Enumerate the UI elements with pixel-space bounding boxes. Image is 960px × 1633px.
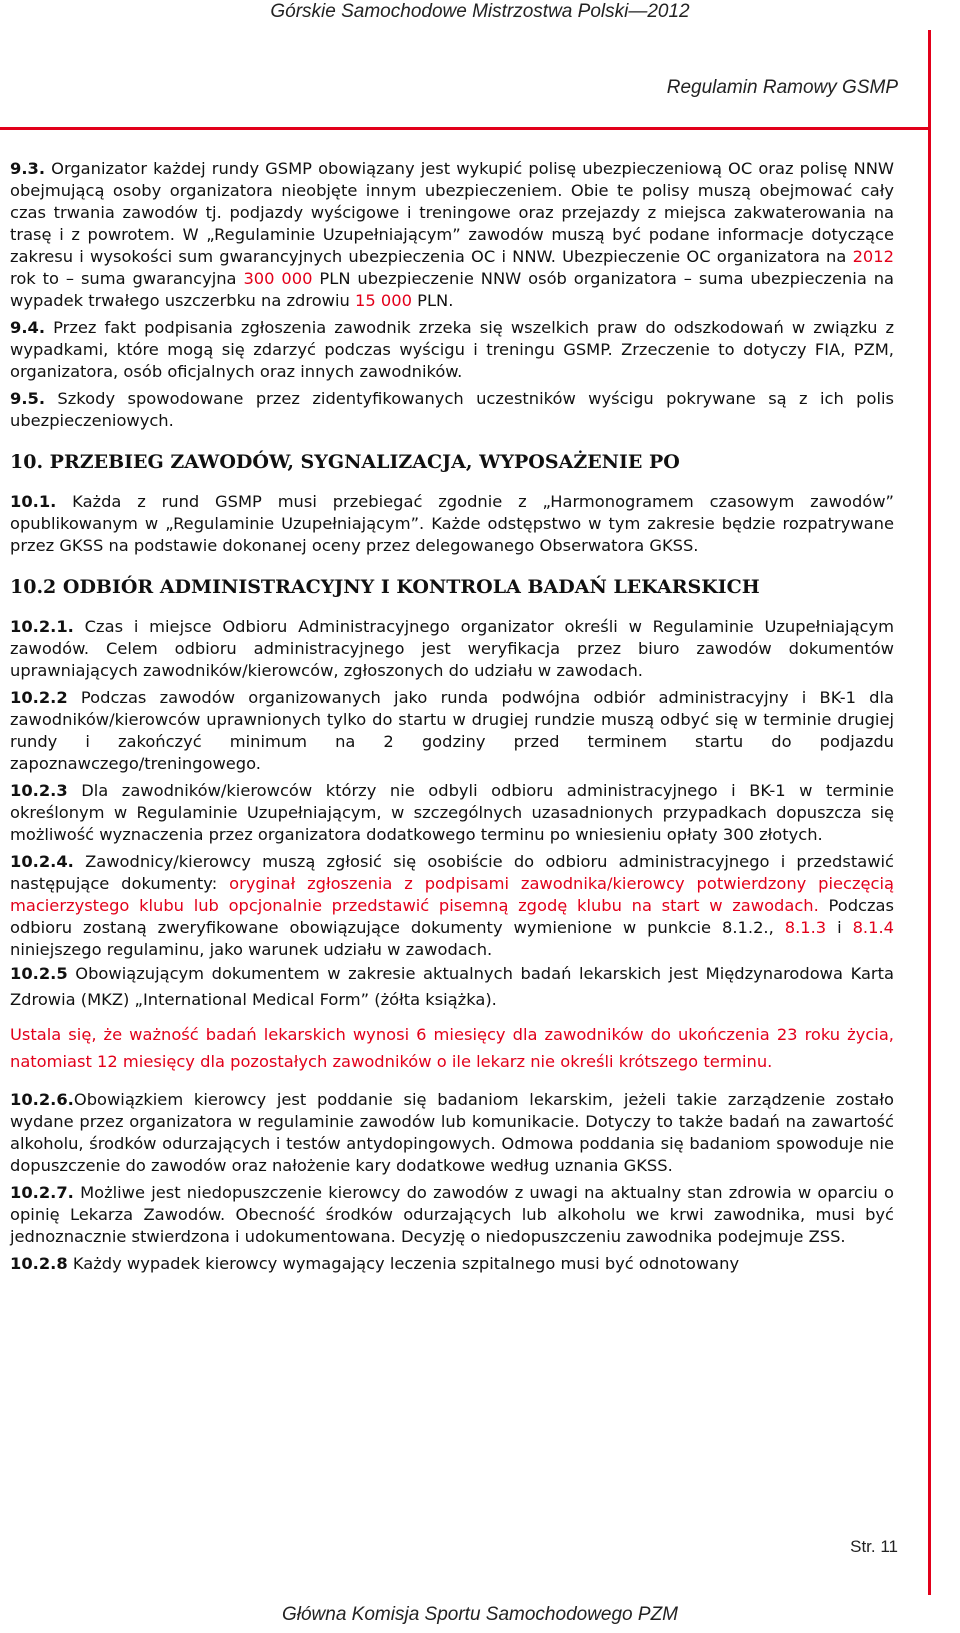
paragraph-text: Szkody spowodowane przez zidentyfikowanych uczestników wyścigu pokrywane są z ich polis ubezpieczeniowych. (10, 389, 894, 430)
paragraph-text: Podczas zawodów organizowanych jako runda podwójna odbiór administracyjny i BK-1 dla zawodników/kierowców uprawnionych tylko do startu w drugiej rundzie muszą odbyć się w terminie drugiej rundy i zakończyć minimum na 2 godziny przed terminem startu do podjazdu zapoznawczego/treningowego. (10, 688, 894, 773)
paragraph-text: PLN. (411, 291, 454, 310)
paragraph-text: Podczas odbioru zostaną zweryfikowane obowiązujące dokumenty wymienione w punkcie 8.1.2., (10, 896, 894, 937)
heading-10-2: 10.2 ODBIÓR ADMINISTRACYJNY I KONTROLA BADAŃ LEKARSKICH (10, 576, 760, 598)
medical-validity-note: Ustala się, że ważność badań lekarskich wynosi 6 miesięcy dla zawodników do ukończenia 23 roku życia, natomiast 12 miesięcy dla pozostałych zawodników o ile lekarz nie określi krótszego terminu. (10, 1025, 894, 1071)
paragraph-9-4 (10, 317, 894, 383)
section-number: 9.3. (10, 159, 46, 178)
paragraph-text: Obowiązkiem kierowcy jest poddanie się badaniom lekarskim, jeżeli takie zarządzenie zostało wydane przez organizatora w regulaminie zawodów lub komunikacie. Dotyczy to także badań na zawartość alkoholu, środków odurzających i testów antydopingowych. Odmowa poddania się badaniom spowoduje nie dopuszczenie do zawodów oraz nałożenie kary dodatkowe według uznania GKSS. (10, 1090, 894, 1175)
section-number: 10.2.2 (10, 688, 68, 707)
section-number: 10.1. (10, 492, 57, 511)
paragraph-text: PLN ubezpieczenie NNW osób organizatora – suma ubezpieczenia na wypadek trwałego uszczerbku na zdrowiu (10, 269, 895, 310)
paragraph-text: Każda z rund GSMP musi przebiegać zgodnie z „Harmonogramem czasowym zawodów” opublikowanym w „Regulaminie Uzupełniającym”. Każde odstępstwo w tym zakresie będzie rozpatrywane przez GKSS na podstawie dokonanej oceny przez delegowanego Obserwatora GKSS. (10, 492, 894, 555)
highlight-amount: 300 000 (243, 269, 313, 288)
paragraph-text: Czas i miejsce Odbioru Administracyjnego organizator określi w Regulaminie Uzupełniającym zawodów. Celem odbioru administracyjnego jest weryfikacja przez biuro zawodów dokumentów uprawniających zawodników/kierowców, zgłoszonych do udziału w zawodach. (10, 617, 894, 680)
paragraph-text: niniejszego regulaminu, jako warunek udziału w zawodach. (10, 940, 493, 959)
section-number: 10.2.7. (10, 1183, 74, 1202)
paragraph-text: Organizator każdej rundy GSMP obowiązany jest wykupić polisę ubezpieczeniową OC oraz polisę NNW obejmującą osoby organizatora nieobjęte innym ubezpieczeniem. Obie te polisy muszą obejmować cały czas trwania zawodów tj. podjazdy wyścigowe i treningowe oraz przejazdy z miejsca zakwaterowania na trasę i z powrotem. W „Regulaminie Uzupełniającym” zawodów muszą być podane informacje dotyczące zakresu i wysokości sum gwarancyjnych ubezpieczenia OC i NNW. Ubezpieczenie OC organizatora na (10, 159, 894, 266)
margin-red-rule (928, 30, 931, 1595)
paragraph-text: Dla zawodników/kierowców którzy nie odbyli odbioru administracyjnego i BK-1 w terminie określonym w Regulaminie Uzupełniającym, w szczególnych uzasadnionych przypadkach dopuszcza się możliwość wyznaczenia przez organizatora dodatkowego terminu po wniesieniu opłaty 300 złotych. (10, 781, 894, 844)
paragraph-10-2-5 (10, 961, 894, 1013)
paragraph-10-2-1 (10, 616, 894, 682)
document-footer-org: Główna Komisja Sportu Samochodowego PZM (281, 1604, 679, 1625)
paragraph-text: Obowiązującym dokumentem w zakresie aktualnych badań lekarskich jest Międzynarodowa Karta Zdrowia (MKZ) „International Medical Form” (żółta książka). (10, 964, 894, 1009)
paragraph-10-2-8 (10, 1253, 894, 1275)
section-number: 10.2.1. (10, 617, 74, 636)
page-number: Str. 11 (850, 1537, 898, 1556)
document-header-title: Górskie Samochodowe Mistrzostwa Polski—2012 (270, 1, 690, 22)
section-number: 10.2.6. (10, 1090, 74, 1109)
highlight-year: 2012 (852, 247, 894, 266)
section-reference: 8.1.4 (852, 918, 895, 937)
paragraph-text: Możliwe jest niedopuszczenie kierowcy do zawodów z uwagi na aktualny stan zdrowia w oparciu o opinię Lekarza Zawodów. Obecność środków odurzających lub alkoholu we krwi zawodnika, musi być jednoznacznie stwierdzona i udokumentowana. Decyzję o niedopuszczeniu zawodnika podejmuje ZSS. (10, 1183, 894, 1246)
paragraph-10-2-4 (10, 851, 894, 961)
paragraph-9-5 (10, 388, 894, 432)
paragraph-10-1 (10, 491, 894, 557)
paragraph-10-2-2 (10, 687, 894, 775)
document-body (10, 158, 894, 1275)
section-number: 9.5. (10, 389, 46, 408)
section-number: 10.2.4. (10, 852, 74, 871)
section-number: 10.2.8 (10, 1254, 68, 1273)
section-reference: 8.1.3 (784, 918, 827, 937)
paragraph-10-2-6 (10, 1089, 894, 1177)
section-number: 10.2.5 (10, 964, 68, 983)
paragraph-10-2-3 (10, 780, 894, 846)
paragraph-text: i (826, 918, 853, 937)
header-red-rule (0, 127, 930, 130)
paragraph-9-3 (10, 158, 894, 312)
paragraph-text: rok to – suma gwarancyjna (10, 269, 244, 288)
heading-10: 10. PRZEBIEG ZAWODÓW, SYGNALIZACJA, WYPOSAŻENIE PO (10, 451, 680, 473)
paragraph-text: Zawodnicy/kierowcy muszą zgłosić się osobiście do odbioru administracyjnego i przedstawić następujące dokumenty: (10, 852, 894, 893)
highlight-amount: 15 000 (355, 291, 412, 310)
section-number: 9.4. (10, 318, 46, 337)
highlight-required-documents: oryginał zgłoszenia z podpisami zawodnika/kierowcy potwierdzony pieczęcią macierzystego klubu lub opcjonalnie przedstawić pisemną zgodę klubu na start w zawodach. (10, 874, 894, 915)
paragraph-text: Przez fakt podpisania zgłoszenia zawodnik zrzeka się wszelkich praw do odszkodowań w związku z wypadkami, które mogą się zdarzyć podczas wyścigu i treningu GSMP. Zrzeczenie to dotyczy FIA, PZM, organizatora, osób oficjalnych oraz innych zawodników. (10, 318, 894, 381)
paragraph-10-2-7 (10, 1182, 894, 1248)
paragraph-text: Każdy wypadek kierowcy wymagający leczenia szpitalnego musi być odnotowany (67, 1254, 740, 1273)
document-header-subtitle: Regulamin Ramowy GSMP (666, 77, 898, 98)
section-number: 10.2.3 (10, 781, 68, 800)
